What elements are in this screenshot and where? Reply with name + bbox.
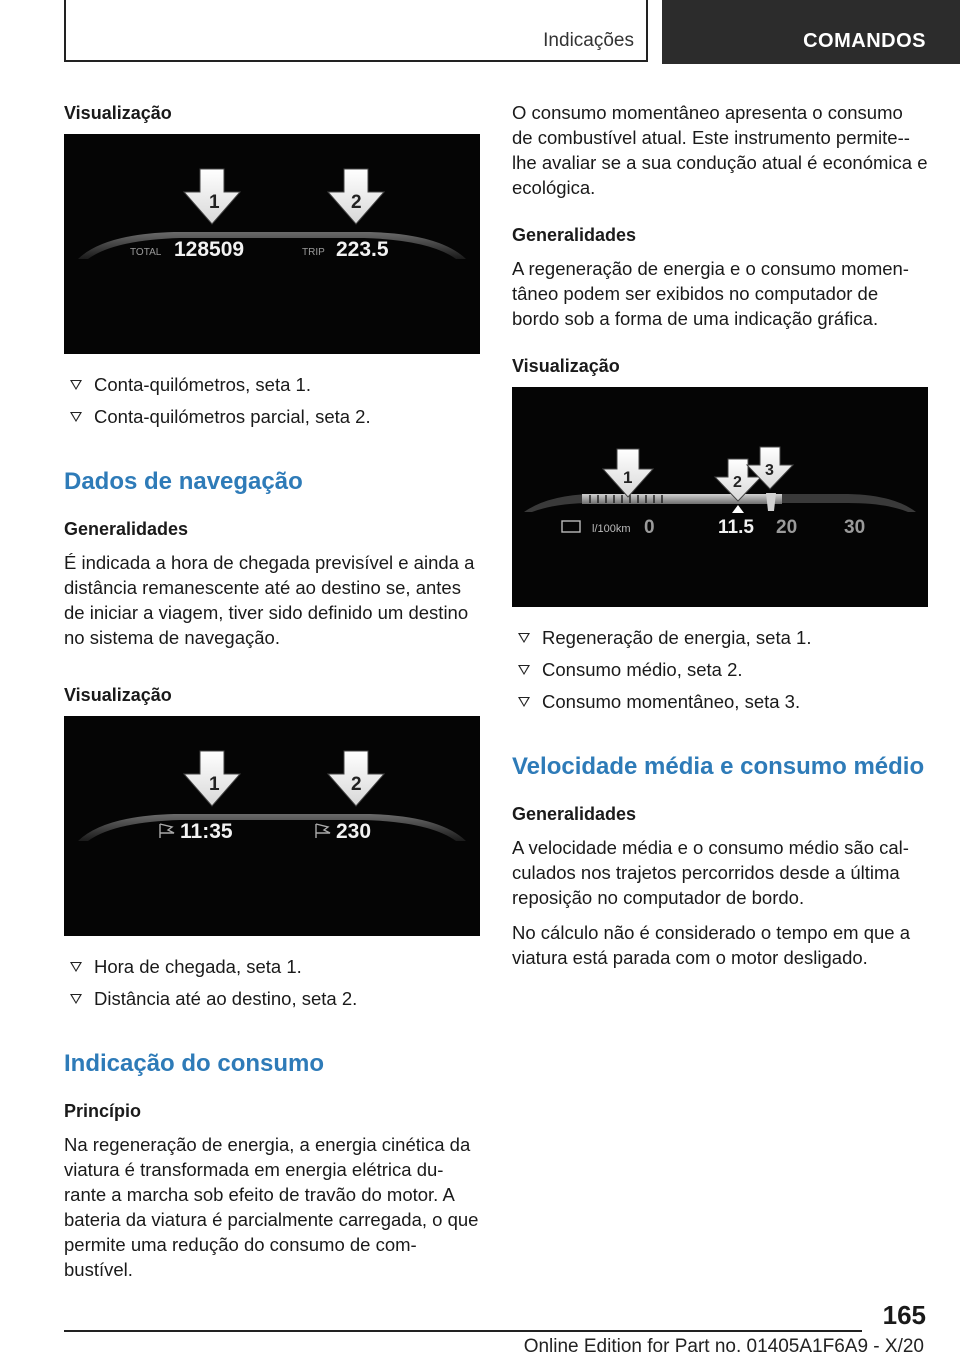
tick-30: 30 <box>844 517 866 538</box>
consumption-subheading: Princípio <box>64 1101 142 1121</box>
footer-divider <box>64 1330 862 1332</box>
velocity-paragraph-1: A velocidade média e o consumo médio são cal-culados nos trajetos percorridos desde a última reposição no computador de bordo. <box>512 837 909 908</box>
vis3-title: Visualização <box>512 356 620 376</box>
velocity-heading: Velocidade média e consumo médio <box>512 753 925 780</box>
flag-icon <box>316 824 330 838</box>
header-section-label: Indicações <box>543 30 634 51</box>
triangle-bullet-icon <box>70 380 82 390</box>
distance-value: 230 <box>336 820 372 843</box>
odometer-figure <box>64 134 480 354</box>
triangle-bullet-icon <box>70 994 82 1004</box>
arrow-2-label: 2 <box>351 774 362 795</box>
consumption-paragraph: Na regeneração de energia, a energia cinética da viatura é transformada em energia elétrica du-rante a marcha sob efeito de travão do motor. A bateria da viatura é parcialmente carregada, o que permite uma redução do consumo de com-bustível. <box>64 1134 479 1280</box>
arrow-2-label: 2 <box>351 192 362 213</box>
triangle-bullet-icon <box>518 633 530 643</box>
intro-paragraph: O consumo momentâneo apresenta o consumo de combustível atual. Este instrumento permite--lhe avaliar se a sua condução atual é económica e ecológica. <box>512 102 928 198</box>
navigation-figure <box>64 716 480 936</box>
total-label: TOTAL <box>130 247 162 258</box>
gauge-fill <box>582 494 782 504</box>
total-value: 128509 <box>174 238 245 261</box>
page-number: 165 <box>882 1300 926 1330</box>
left-column <box>64 100 480 1292</box>
bullets-odometer <box>64 372 480 429</box>
list-item: Consumo momentâneo, seta 3. <box>512 689 928 714</box>
nav-paragraph: É indicada a hora de chegada previsível e ainda a distância remanescente até ao destino se, antes de iniciar a viagem, tiver sido definido um destino no sistema de navegação. <box>64 552 475 648</box>
general-subheading: Generalidades <box>512 225 637 245</box>
list-item: Consumo médio, seta 2. <box>512 657 928 682</box>
nav-subheading: Generalidades <box>64 519 189 539</box>
arrow-2-label: 2 <box>733 474 742 491</box>
arrow-3-label: 3 <box>765 462 774 479</box>
arrow-1-label: 1 <box>209 774 220 795</box>
bullets-navigation <box>64 954 480 1011</box>
list-item: Conta-quilómetros, seta 1. <box>64 372 480 397</box>
general-paragraph: A regeneração de energia e o consumo momen-tâneo podem ser exibidos no computador de bordo sob a forma de uma indicação gráfica. <box>512 258 909 329</box>
arrow-1-label: 1 <box>623 468 633 487</box>
header-chapter-tab <box>662 0 960 64</box>
consumption-heading: Indicação do consumo <box>64 1050 325 1077</box>
list-item: Distância até ao destino, seta 2. <box>64 986 480 1011</box>
flag-icon <box>160 824 174 838</box>
header-section-box <box>64 0 648 62</box>
list-item: Regeneração de energia, seta 1. <box>512 625 928 650</box>
arrow-1-label: 1 <box>209 192 220 213</box>
bullets-consumption <box>512 625 928 714</box>
consumption-figure <box>512 387 928 607</box>
velocity-subheading: Generalidades <box>512 804 637 824</box>
triangle-bullet-icon <box>70 962 82 972</box>
footer-edition: Online Edition for Part no. 01405A1F6A9 - X/20 <box>523 1336 924 1357</box>
battery-icon <box>562 521 580 532</box>
tick-0: 0 <box>644 517 655 538</box>
unit-label: l/100km <box>592 523 631 535</box>
velocity-paragraph-2: No cálculo não é considerado o tempo em que a viatura está parada com o motor desligado. <box>512 922 911 968</box>
dash-bar <box>78 814 466 841</box>
triangle-bullet-icon <box>518 665 530 675</box>
arrival-time: 11:35 <box>180 820 233 843</box>
avg-value: 11.5 <box>718 517 754 538</box>
triangle-bullet-icon <box>518 697 530 707</box>
avg-marker-icon <box>732 505 744 513</box>
nav-heading: Dados de navegação <box>64 468 303 495</box>
trip-value: 223.5 <box>336 238 389 261</box>
right-column <box>512 100 928 980</box>
tick-20: 20 <box>776 517 798 538</box>
vis2-title: Visualização <box>64 685 172 705</box>
vis1-title: Visualização <box>64 103 172 123</box>
needle-icon <box>766 493 776 511</box>
triangle-bullet-icon <box>70 412 82 422</box>
list-item: Hora de chegada, seta 1. <box>64 954 480 979</box>
header-chapter-label: COMANDOS <box>803 30 926 52</box>
list-item: Conta-quilómetros parcial, seta 2. <box>64 404 480 429</box>
trip-label: TRIP <box>302 247 325 258</box>
